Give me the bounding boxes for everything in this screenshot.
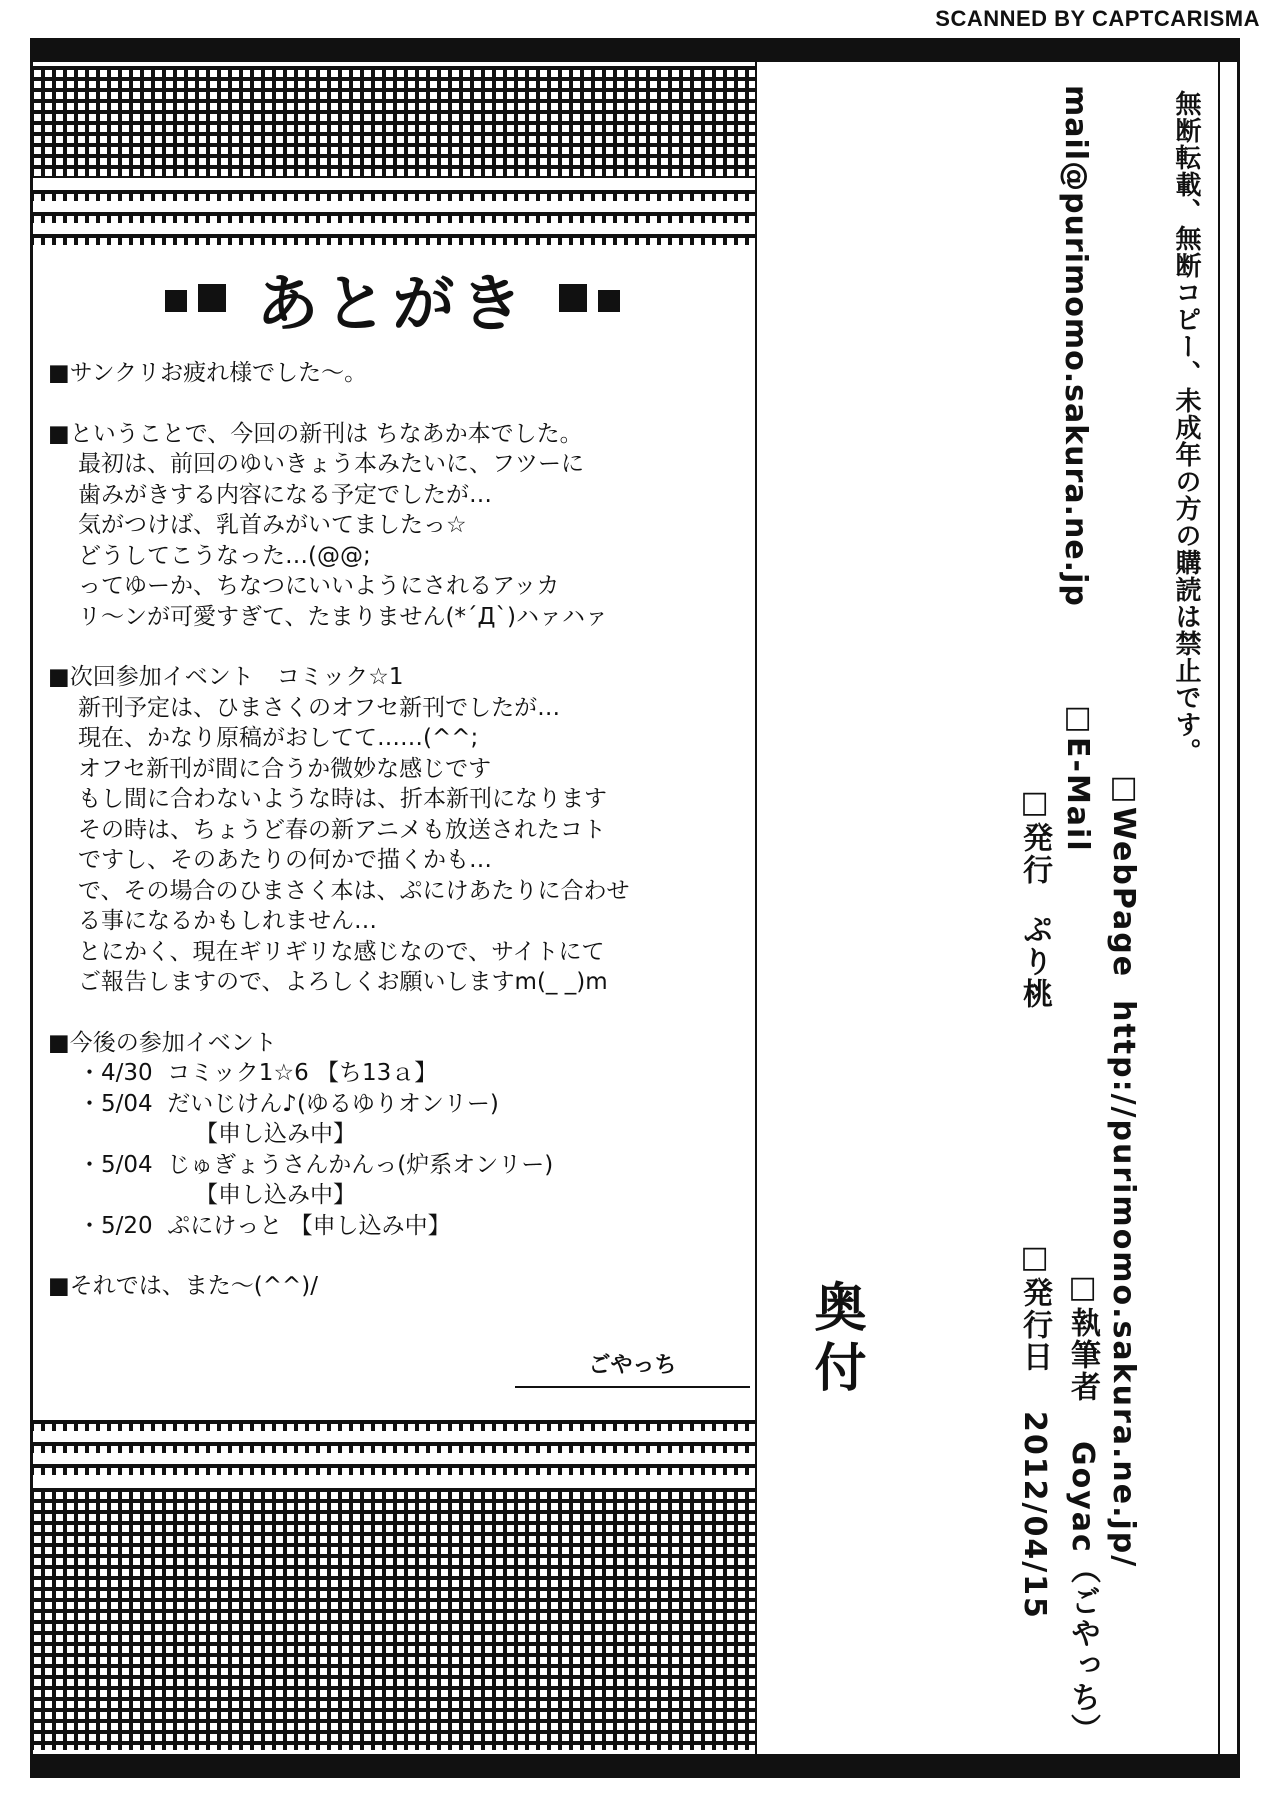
colophon-column-email xyxy=(1060,700,1095,853)
afterword-line: 歯みがきする内容になる予定でしたが… xyxy=(78,481,492,508)
author: Goyac（ごやっち） xyxy=(1065,1441,1100,1746)
webpage-url: http://purimomo.sakura.ne.jp/ xyxy=(1106,1000,1141,1569)
panel-divider xyxy=(755,62,757,1754)
afterword-line: ■今後の参加イベント xyxy=(48,1029,277,1056)
grid-stripe-top-2 xyxy=(30,212,755,223)
afterword-line: ですし、そのあたりの何かで描くかも… xyxy=(78,847,492,873)
colophon-column-publisher xyxy=(1012,785,1056,1010)
afterword-line: ■ということで、今回の新刊は ちなあか本でした。 xyxy=(48,420,583,447)
scanner-credit: SCANNED BY CAPTCARISMA xyxy=(935,6,1260,31)
afterword-line: 最初は、前回のゆいきょう本みたいに、フツーに xyxy=(78,451,584,477)
afterword-line: ってゆーか、ちなつにいいようにされるアッカ xyxy=(78,573,560,599)
afterword-line: 新刊予定は、ひまさくのオフセ新刊でしたが… xyxy=(78,694,561,721)
grid-block-bottom xyxy=(30,1488,755,1750)
issue-date: 2012/04/15 xyxy=(1017,1411,1052,1620)
issue-date-label: □発行日 xyxy=(1017,1240,1052,1373)
afterword-line: ■それでは、また～(^^)/ xyxy=(48,1273,318,1299)
afterword-line: オフセ新刊が間に合うか微妙な感じです xyxy=(78,755,492,782)
heading-squares-right xyxy=(559,284,620,312)
afterword-paragraph xyxy=(48,662,748,998)
email-address: mail@purimomo.sakura.ne.jp xyxy=(1058,85,1093,607)
afterword-line: 【申し込み中】 xyxy=(78,1182,356,1208)
top-bar xyxy=(30,38,1240,62)
afterword-line: 現在、かなり原稿がおしてて……(^^; xyxy=(78,725,479,751)
afterword-line: ■次回参加イベント コミック☆1 xyxy=(48,664,404,690)
afterword-paragraph xyxy=(48,1271,748,1302)
afterword-paragraph xyxy=(48,1028,748,1242)
afterword-paragraph xyxy=(48,419,748,633)
author-label: □執筆者 xyxy=(1065,1270,1100,1403)
notice-text: 無断転載、無断コピー、未成年の方の購読は禁止です。 xyxy=(1171,90,1201,765)
bottom-bar xyxy=(30,1754,1240,1778)
afterword-line: 【申し込み中】 xyxy=(78,1121,356,1147)
email-label: □E-Mail xyxy=(1060,700,1095,853)
afterword-paragraph xyxy=(48,358,748,389)
heading-squares-left xyxy=(165,284,226,312)
afterword-line: もし間に合わないような時は、折本新刊になります xyxy=(78,786,607,812)
publisher: ぷり桃 xyxy=(1017,914,1052,1010)
afterword-line: ・5/04 じゅぎょうさんかんっ(炉系オンリー) xyxy=(78,1151,554,1178)
grid-stripe-bottom-1 xyxy=(30,1420,755,1431)
grid-block-top xyxy=(30,66,755,178)
afterword-line: ・4/30 コミック1☆6 【ち13ａ】 xyxy=(78,1060,438,1086)
webpage-label: □WebPage xyxy=(1106,770,1141,979)
colophon-column-author xyxy=(1060,1270,1104,1746)
afterword-line: ご報告しますので、よろしくお願いしますm(_ _)m xyxy=(78,969,608,995)
afterword-body xyxy=(48,358,748,1332)
afterword-line: 気がつけば、乳首みがいてましたっ☆ xyxy=(78,512,467,538)
afterword-line: とにかく、現在ギリギリな感じなので、サイトにて xyxy=(78,938,605,965)
afterword-line: ・5/20 ぷにけっと 【申し込み中】 xyxy=(78,1212,451,1239)
afterword-line: ■サンクリお疲れ様でした～。 xyxy=(48,360,368,386)
grid-stripe-bottom-2 xyxy=(30,1442,755,1453)
colophon-column-issue xyxy=(1012,1240,1056,1620)
colophon-column-webpage xyxy=(1106,770,1141,1568)
grid-stripe-bottom-3 xyxy=(30,1464,755,1475)
afterword-heading xyxy=(30,258,755,338)
grid-stripe-top-3 xyxy=(30,234,755,245)
signature: ごやっち xyxy=(515,1348,750,1388)
afterword-title: あとがき xyxy=(256,266,529,340)
afterword-line: る事になるかもしれません… xyxy=(78,908,377,934)
publisher-label: □発行 xyxy=(1017,785,1052,886)
afterword-line: ・5/04 だいじけん♪(ゆるゆりオンリー) xyxy=(78,1090,499,1117)
afterword-line: リ～ンが可愛すぎて、たまりません(*´Д`)ハァハァ xyxy=(78,603,608,630)
colophon-title: 奥付 xyxy=(805,1280,865,1400)
afterword-line: その時は、ちょうど春の新アニメも放送されたコト xyxy=(78,816,606,843)
afterword-line: で、その場合のひまさく本は、ぷにけあたりに合わせ xyxy=(78,877,630,904)
right-inner-line xyxy=(1218,62,1220,1754)
afterword-line: どうしてこうなった…(@@; xyxy=(78,542,371,569)
grid-stripe-top-1 xyxy=(30,190,755,201)
